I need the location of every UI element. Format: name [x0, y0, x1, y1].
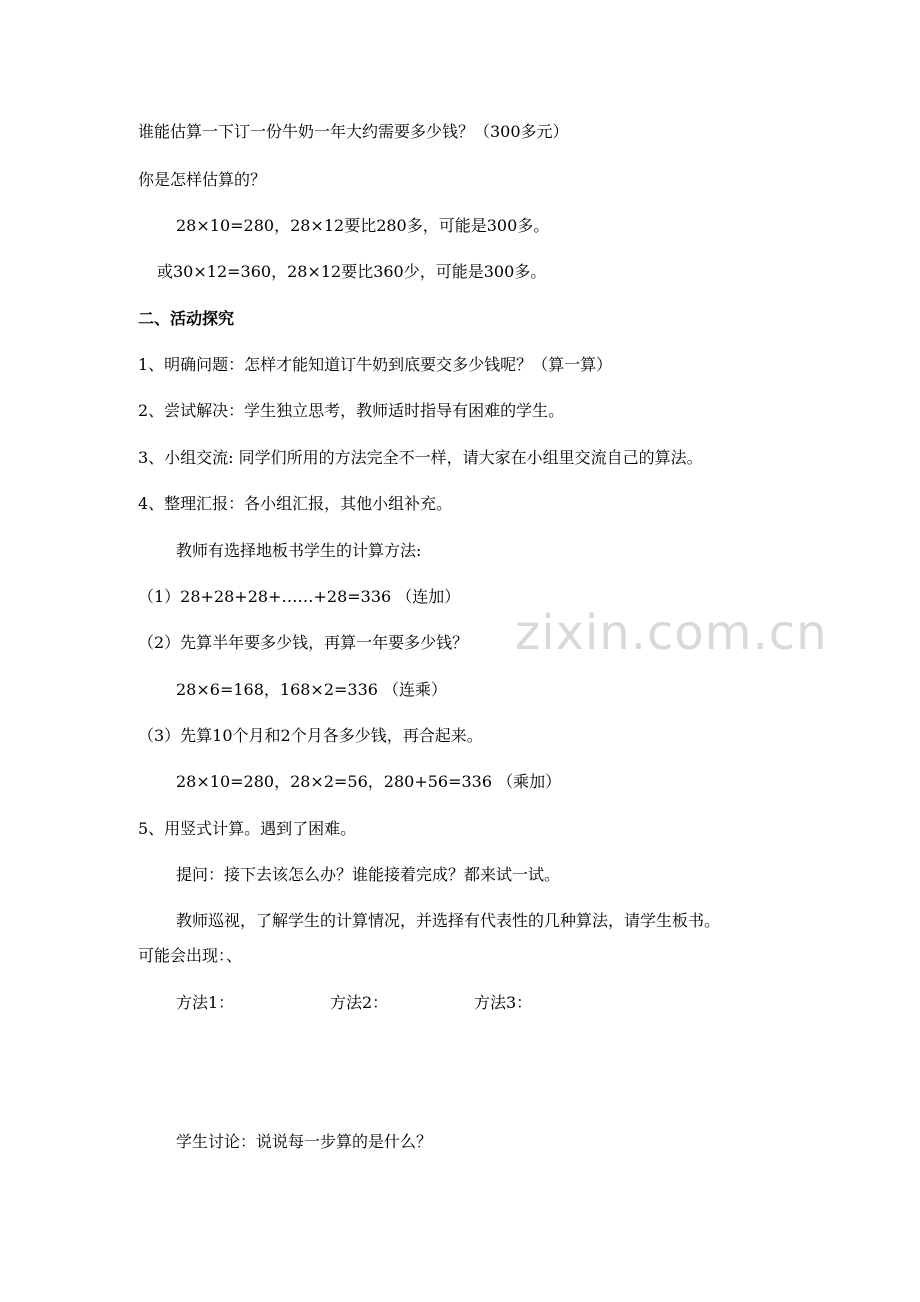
method-label-1: 方法1： [176, 993, 235, 1012]
question-prompt: 提问：接下去该怎么办？谁能接着完成？都来试一试。 [176, 865, 561, 884]
method-2-calculation: 28×6=168，168×2=336 （连乘） [176, 680, 448, 699]
estimate-method-1: 28×10=280，28×12要比280多，可能是300多。 [176, 216, 550, 235]
watermark: zixin.com.cn [515, 605, 828, 661]
step-4-text: 4、整理汇报：各小组汇报，其他小组补充。 [138, 494, 453, 513]
teacher-patrol-text: 教师巡视，了解学生的计算情况，并选择有代表性的几种算法，请学生板书。 [176, 911, 721, 930]
step-5-text: 5、用竖式计算。遇到了困难。 [138, 819, 357, 838]
teacher-board-text: 教师有选择地板书学生的计算方法: [176, 541, 422, 560]
method-3-description: （3）先算10个月和2个月各多少钱，再合起来。 [138, 726, 483, 745]
estimate-method-question: 你是怎样估算的？ [138, 170, 267, 189]
student-discussion-text: 学生讨论：说说每一步算的是什么？ [176, 1132, 433, 1151]
estimate-method-2: 或30×12=360，28×12要比360少，可能是300多。 [157, 262, 547, 281]
step-2-text: 2、尝试解决：学生独立思考，教师适时指导有困难的学生。 [138, 401, 565, 420]
method-label-3: 方法3： [474, 993, 533, 1012]
method-2-description: （2）先算半年要多少钱，再算一年要多少钱？ [138, 633, 469, 652]
method-1-addition: （1）28+28+28+……+28=336 （连加） [138, 587, 461, 606]
step-1-text: 1、明确问题：怎样才能知道订牛奶到底要交多少钱呢？（算一算） [138, 355, 613, 374]
step-3-text: 3、小组交流: 同学们所用的方法完全不一样，请大家在小组里交流自己的算法。 [138, 448, 703, 467]
estimate-question: 谁能估算一下订一份牛奶一年大约需要多少钱？（300多元） [138, 122, 569, 141]
possible-outcomes-text: 可能会出现：、 [138, 946, 243, 965]
method-3-calculation: 28×10=280，28×2=56，280+56=336 （乘加） [176, 772, 562, 791]
method-label-2: 方法2： [330, 993, 389, 1012]
section-heading-activity: 二、活动探究 [138, 309, 235, 328]
